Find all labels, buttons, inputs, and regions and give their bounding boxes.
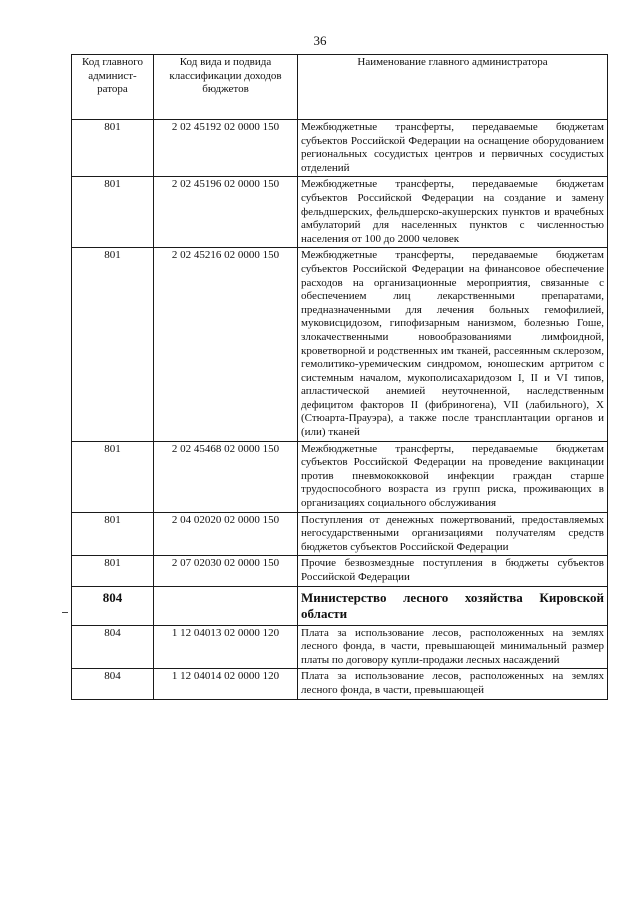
table-row: [72, 625, 608, 669]
table-row: [72, 120, 608, 177]
income-code-cell: 2 04 02020 02 0000 150: [154, 512, 298, 556]
admin-heading-row: [72, 586, 608, 625]
table-row: [72, 248, 608, 441]
admin-code-cell: 804: [72, 625, 154, 669]
income-code-cell: 2 07 02030 02 0000 150: [154, 556, 298, 586]
table-row: [72, 669, 608, 699]
admin-name-cell: Межбюджетные трансферты, передаваемые бюджетам субъектов Российской Федерации на финансовое обеспечение расходов на организационные мероприятия, связанные с обеспечением лиц лекарственными препаратами, предназначенными для лечения больных гемофилией, муковисцидозом, гипофизарным нанизмом, болезнью Гоше, злокачественными новообразованиями лимфоидной, кроветворной и родственных им тканей, рассеянным склерозом, гемолитико-уремическим синдромом, юношеским артритом с системным началом, мукополисахаридозом I, II и VI типов, апластической анемией неуточненной, наследственным дефицитом факторов II (фибриногена), VII (лабильного), X (Стюарта-Прауэра), а также после трансплантации органов и (или) тканей: [298, 248, 608, 441]
admin-code-cell: 801: [72, 512, 154, 556]
income-code-cell: 2 02 45192 02 0000 150: [154, 120, 298, 177]
admin-code-cell: 804: [72, 669, 154, 699]
income-code-cell: 2 02 45468 02 0000 150: [154, 441, 298, 512]
income-code-cell: 1 12 04013 02 0000 120: [154, 625, 298, 669]
header-admin-name: Наименование главного администратора: [298, 55, 608, 120]
admin-name-cell: Межбюджетные трансферты, передаваемые бюджетам субъектов Российской Федерации на оснащение оборудованием региональных сосудистых центров и первичных сосудистых отделений: [298, 120, 608, 177]
income-classification-table: [71, 54, 608, 700]
income-code-cell: 2 02 45196 02 0000 150: [154, 177, 298, 248]
table-header-row: [72, 55, 608, 120]
table-row: [72, 441, 608, 512]
table-row: [72, 512, 608, 556]
table-body: [72, 120, 608, 700]
page-number: 36: [313, 33, 327, 48]
admin-code-cell: 801: [72, 441, 154, 512]
table-row: [72, 177, 608, 248]
table-row: [72, 556, 608, 586]
income-code-cell: 1 12 04014 02 0000 120: [154, 669, 298, 699]
admin-name-cell: Прочие безвозмездные поступления в бюджеты субъектов Российской Федерации: [298, 556, 608, 586]
admin-name-cell: Поступления от денежных пожертвований, предоставляемых негосударственными организациями получателям средств бюджетов субъектов Российской Федерации: [298, 512, 608, 556]
header-income-code: Код вида и подвида классификации доходов бюджетов: [154, 55, 298, 120]
admin-code-cell: 801: [72, 177, 154, 248]
admin-code-cell: 801: [72, 248, 154, 441]
admin-name-cell: Межбюджетные трансферты, передаваемые бюджетам субъектов Российской Федерации на создание и замену фельдшерских, фельдшерско-акушерских пунктов и врачебных амбулаторий для населенных пунктов с численностью населения от 100 до 2000 человек: [298, 177, 608, 248]
income-code-cell: [154, 586, 298, 625]
header-admin-code: Код главного админист-ратора: [72, 55, 154, 120]
admin-code-cell: 801: [72, 556, 154, 586]
admin-name-cell: Плата за использование лесов, расположенных на землях лесного фонда, в части, превышающей минимальный размер платы по договору купли-продажи лесных насаждений: [298, 625, 608, 669]
admin-name-cell: Министерство лесного хозяйства Кировской области: [298, 586, 608, 625]
admin-code-cell: 801: [72, 120, 154, 177]
admin-code-cell: 804: [72, 586, 154, 625]
admin-name-cell: Плата за использование лесов, расположенных на землях лесного фонда, в части, превышающей: [298, 669, 608, 699]
margin-mark: [62, 612, 68, 613]
admin-name-cell: Межбюджетные трансферты, передаваемые бюджетам субъектов Российской Федерации на проведение вакцинации против пневмококковой инфекции граждан старше трудоспособного возраста из групп риска, проживающих в организациях социального обслуживания: [298, 441, 608, 512]
income-code-cell: 2 02 45216 02 0000 150: [154, 248, 298, 441]
